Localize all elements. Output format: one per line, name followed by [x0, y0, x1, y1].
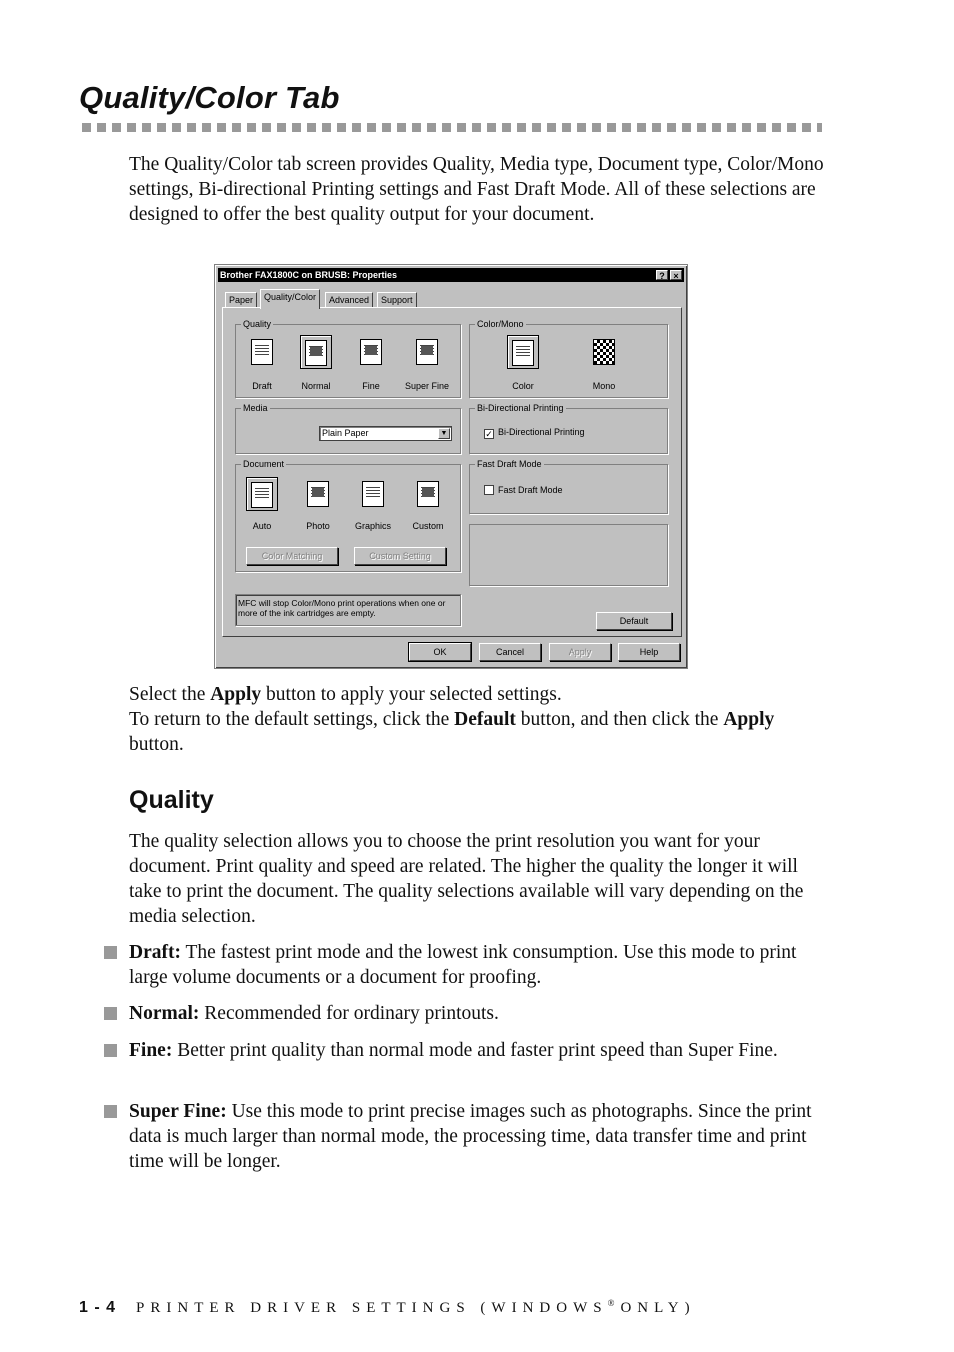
draft-page-icon [251, 339, 273, 365]
intro-paragraph: The Quality/Color tab screen provides Quality, Media type, Document type, Color/Mono settings, Bi-directional Printing settings and Fast Draft Mode. All of these selections are designed to offer the best quality output for your document. [129, 154, 824, 225]
draft-option[interactable] [246, 335, 278, 369]
tab-paper[interactable]: Paper [225, 292, 257, 308]
tab-advanced[interactable]: Advanced [325, 292, 373, 308]
graphics-label: Graphics [354, 521, 391, 531]
ink-warning-note: MFC will stop Color/Mono print operations when one or more of the ink cartridges are empty. [235, 594, 461, 626]
custom-label: Custom [412, 521, 444, 531]
media-group-label: Media [243, 403, 268, 413]
media-group [235, 403, 461, 454]
tab-support[interactable]: Support [377, 292, 417, 308]
custom-setting-button[interactable]: Custom Setting [354, 547, 446, 565]
quality-group-label: Quality [243, 319, 272, 329]
media-select-value: Plain Paper [322, 428, 369, 438]
color-page-icon [512, 340, 534, 366]
graphics-option[interactable] [357, 477, 389, 511]
auto-option[interactable] [246, 477, 278, 511]
close-icon[interactable]: × [670, 270, 682, 280]
custom-page-icon [417, 481, 439, 507]
super-fine-page-icon [416, 339, 438, 365]
normal-label: Normal [301, 381, 331, 391]
bullet-square-icon [104, 1044, 117, 1057]
color-mono-group [469, 319, 668, 398]
bullet-square-icon [104, 1007, 117, 1020]
dialog-titlebar [218, 268, 684, 282]
tab-quality-color[interactable]: Quality/Color [260, 289, 320, 309]
mono-checker-icon [593, 339, 615, 365]
chevron-down-icon[interactable]: ▼ [438, 428, 450, 439]
fast-draft-group-label: Fast Draft Mode [477, 459, 542, 469]
mono-option[interactable] [588, 335, 620, 369]
title-dotted-rule [82, 123, 822, 132]
list-item: Fine: Better print quality than normal mode and faster print speed than Super Fine. [102, 1038, 832, 1063]
list-item: Normal: Recommended for ordinary printouts. [102, 1001, 832, 1026]
list-item: Super Fine: Use this mode to print precise images such as photographs. Since the print data is much larger than normal mode, the processing time, data transfer time and print time will be longer. [102, 1099, 832, 1174]
fine-label: Fine [362, 381, 380, 391]
page-number: 1 - 4 [79, 1299, 117, 1316]
bidir-check-icon[interactable]: ✓ [485, 429, 493, 439]
photo-page-icon [307, 481, 329, 507]
color-mono-group-label: Color/Mono [477, 319, 524, 329]
fast-draft-checkbox-label: Fast Draft Mode [498, 485, 563, 495]
fast-draft-checkbox[interactable] [484, 485, 563, 496]
bullet-square-icon [104, 946, 117, 959]
quality-paragraph: The quality selection allows you to choose the print resolution you want for your document. Print quality and speed are related. The higher the quality the longer it will take to print the document. The quality selections available will vary depending on the media selection. [129, 831, 804, 927]
page-title: Quality/Color Tab [79, 80, 340, 115]
document-group-label: Document [243, 459, 285, 469]
normal-option[interactable] [300, 335, 332, 369]
dialog-title: Brother FAX1800C on BRUSB: Properties [220, 270, 398, 280]
fine-page-icon [360, 339, 382, 365]
fast-draft-check-icon[interactable] [484, 485, 494, 495]
apply-button[interactable]: Apply [549, 643, 611, 661]
photo-option[interactable] [302, 477, 334, 511]
mono-label: Mono [592, 381, 616, 391]
media-select[interactable] [319, 426, 452, 441]
help-icon[interactable]: ? [656, 270, 668, 280]
super-fine-label: Super Fine [404, 381, 450, 391]
tab-panel [222, 307, 682, 637]
preview-area [469, 524, 668, 586]
ok-button[interactable]: OK [409, 643, 471, 661]
fast-draft-group [469, 459, 668, 514]
bidir-group-label: Bi-Directional Printing [477, 403, 564, 413]
bidir-checkbox[interactable] [484, 427, 585, 439]
normal-page-icon [305, 340, 327, 366]
super-fine-option[interactable] [411, 335, 443, 369]
custom-option[interactable] [412, 477, 444, 511]
page-footer: 1 - 4 PRINTER DRIVER SETTINGS (WINDOWS® ONLY) [79, 1298, 696, 1316]
color-matching-button[interactable]: Color Matching [246, 547, 338, 565]
bullet-square-icon [104, 1105, 117, 1118]
bidir-group [469, 403, 668, 454]
auto-label: Auto [252, 521, 272, 531]
quality-heading: Quality [129, 786, 214, 814]
properties-dialog [214, 264, 688, 669]
help-button[interactable]: Help [618, 643, 680, 661]
cancel-button[interactable]: Cancel [479, 643, 541, 661]
apply-instructions: Select the Apply button to apply your selected settings. To return to the default settings, click the Default button, and then click the Apply button. [129, 684, 775, 755]
fine-option[interactable] [355, 335, 387, 369]
color-label: Color [512, 381, 534, 391]
photo-label: Photo [306, 521, 330, 531]
list-item: Draft: The fastest print mode and the lowest ink consumption. Use this mode to print large volume documents or a document for proofing. [102, 940, 832, 990]
draft-label: Draft [252, 381, 272, 391]
quality-group [235, 319, 461, 398]
default-button[interactable]: Default [596, 612, 672, 630]
graphics-page-icon [362, 481, 384, 507]
color-option[interactable] [507, 335, 539, 369]
auto-page-icon [251, 482, 273, 508]
bidir-checkbox-label: Bi-Directional Printing [498, 427, 585, 437]
document-group [235, 459, 461, 572]
